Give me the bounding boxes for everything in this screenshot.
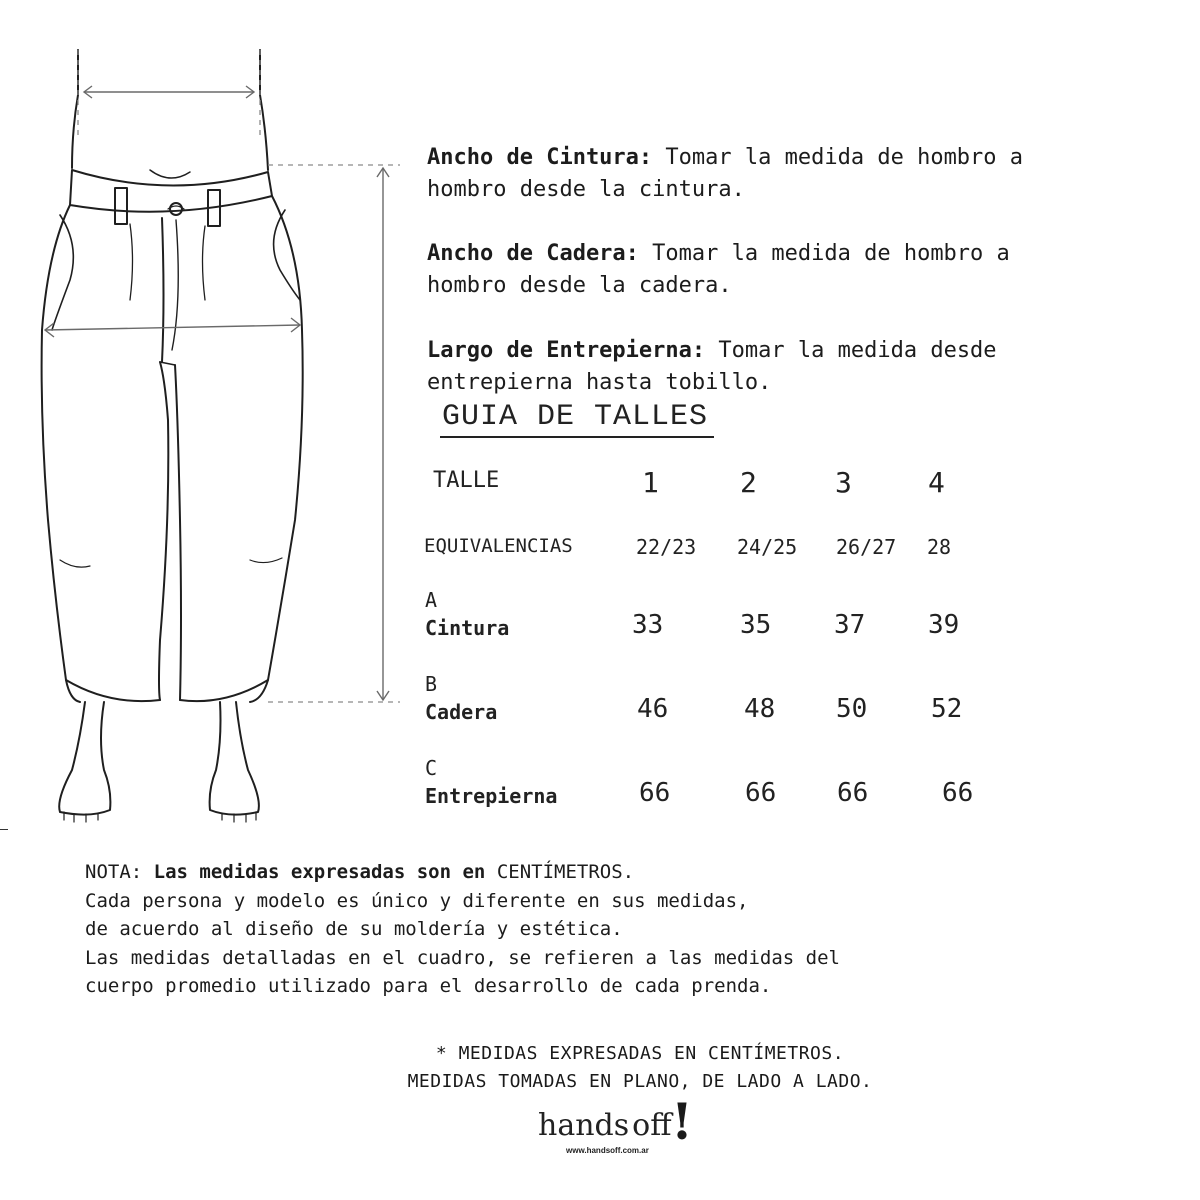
note-line: Las medidas detalladas en el cuadro, se refieren a las medidas del [85,946,840,969]
row-letter: B [425,672,438,696]
brand-exclaim: ! [671,1092,693,1151]
size-guide-title: GUIA DE TALLES [440,400,714,438]
note-emphasis: Las medidas expresadas son en [142,861,486,883]
pants-illustration [0,40,420,840]
row-name: Cintura [425,616,510,640]
description-term: Ancho de Cadera: [427,241,639,266]
description-hip [427,238,1147,302]
description-text: hombro desde la cadera. [427,273,732,298]
equivalencia-1: 22/23 [636,535,697,559]
brand-name-part2: off [632,1108,672,1143]
table-row-label [425,586,509,642]
description-text: Tomar la medida de hombro a [652,145,1024,170]
row-name: Entrepierna [425,784,558,808]
table-row-label [425,670,497,726]
table-cell: 35 [740,610,772,640]
size-header-label: TALLE [433,468,500,493]
table-cell: 52 [931,694,963,724]
equivalencia-4: 28 [927,535,952,559]
footer-line: * MEDIDAS EXPRESADAS EN CENTÍMETROS. [435,1043,845,1064]
edge-mark [0,829,8,830]
size-header-1: 1 [642,466,659,499]
note-line: Cada persona y modelo es único y diferente en sus medidas, [85,889,749,912]
brand-name-part1: hands [538,1108,630,1143]
size-header-2: 2 [740,466,757,499]
table-row-label [425,754,557,810]
note-line: cuerpo promedio utilizado para el desarrollo de cada prenda. [85,975,772,997]
brand-url: www.handsoff.com.ar [566,1146,649,1155]
table-cell: 33 [632,610,664,640]
table-cell: 66 [837,778,869,808]
equivalencia-2: 24/25 [737,535,798,559]
table-cell: 48 [744,694,776,724]
row-name: Cadera [425,700,498,724]
note-prefix: NOTA: [85,861,143,883]
table-cell: 46 [637,694,669,724]
description-term: Largo de Entrepierna: [427,338,706,363]
table-cell: 66 [942,778,974,808]
row-letter: C [425,756,438,780]
size-header-3: 3 [835,466,852,499]
brand-logo [538,1092,698,1168]
table-cell: 66 [639,778,671,808]
table-cell: 50 [836,694,868,724]
size-header-4: 4 [928,466,945,499]
description-text: hombro desde la cintura. [427,177,745,202]
equivalencia-3: 26/27 [836,535,897,559]
table-cell: 66 [745,778,777,808]
note-block [85,858,985,1001]
note-line: de acuerdo al diseño de su moldería y estética. [85,918,623,940]
table-cell: 39 [928,610,960,640]
description-term: Ancho de Cintura: [427,145,653,170]
row-letter: A [425,588,438,612]
description-text: Tomar la medida de hombro a [638,241,1010,266]
table-cell: 37 [834,610,866,640]
footer-note [340,1040,940,1096]
description-waist [427,142,1147,206]
description-inseam [427,335,1147,399]
equivalencias-label: EQUIVALENCIAS [424,535,573,557]
description-text: entrepierna hasta tobillo. [427,370,772,395]
footer-line: MEDIDAS TOMADAS EN PLANO, DE LADO A LADO. [407,1071,873,1092]
note-text: CENTÍMETROS. [485,861,635,883]
description-text: Tomar la medida desde [705,338,997,363]
